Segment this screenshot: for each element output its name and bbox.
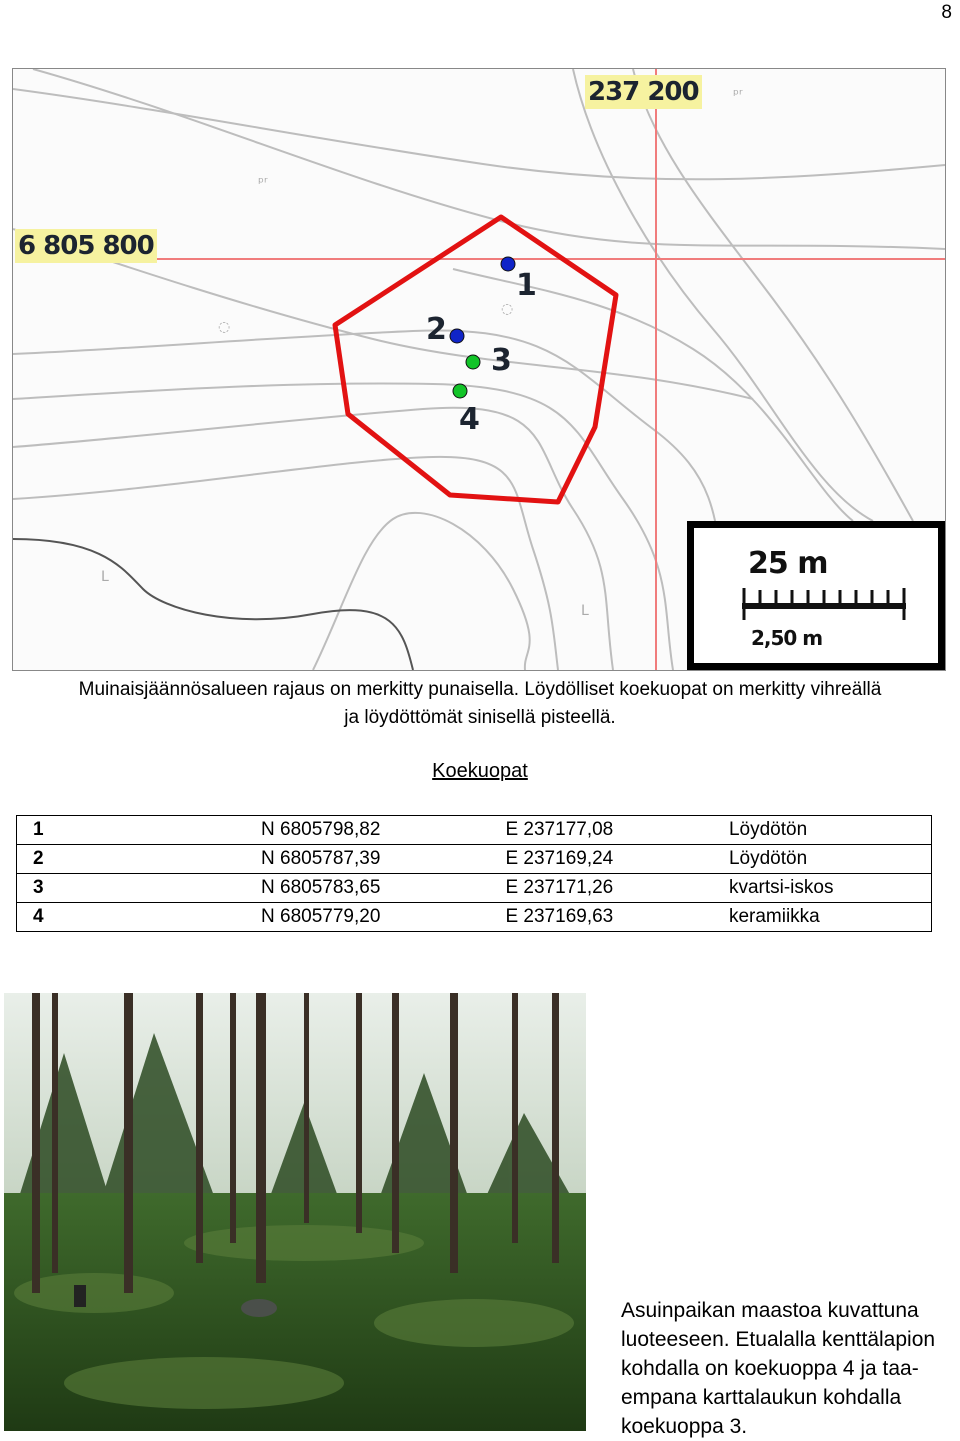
scale-sub-label: 2,50 m bbox=[751, 626, 823, 650]
svg-text:L: L bbox=[581, 603, 589, 619]
map-caption-line-2: ja löydöttömät sinisellä pisteellä. bbox=[344, 707, 616, 728]
test-pit-table bbox=[16, 815, 932, 932]
marker-label-4: 4 bbox=[459, 402, 480, 437]
photo-caption-line-1: Asuinpaikan maastoa kuvattuna bbox=[621, 1299, 919, 1322]
svg-text:ᵖʳ: ᵖʳ bbox=[258, 175, 268, 191]
pit-easting: E 237169,24 bbox=[489, 845, 712, 874]
pit-number: 2 bbox=[17, 845, 246, 874]
northing-label: 6 805 800 bbox=[15, 229, 157, 263]
photo-caption-line-3: kohdalla on koekuoppa 4 ja taa- bbox=[621, 1357, 919, 1380]
marker-3 bbox=[466, 355, 480, 369]
svg-text:◌: ◌ bbox=[218, 319, 231, 335]
marker-4 bbox=[453, 384, 467, 398]
pit-northing: N 6805787,39 bbox=[245, 845, 489, 874]
scale-ruler bbox=[742, 584, 912, 624]
marker-label-2: 2 bbox=[426, 312, 447, 347]
pit-northing: N 6805783,65 bbox=[245, 874, 489, 903]
svg-text:ᵖʳ: ᵖʳ bbox=[733, 87, 743, 103]
pit-number: 4 bbox=[17, 903, 246, 932]
svg-text:◌: ◌ bbox=[501, 301, 514, 317]
table-row bbox=[17, 845, 932, 874]
map-caption-line-1: Muinaisjäännösalueen rajaus on merkitty punaisella. Löydölliset koekuopat on merkitty vihreällä bbox=[78, 679, 882, 700]
table-row bbox=[17, 816, 932, 845]
marker-label-1: 1 bbox=[516, 268, 537, 303]
photo-caption-line-4: empana karttalaukun kohdalla bbox=[621, 1386, 902, 1409]
page-number: 8 bbox=[941, 2, 952, 23]
forest-photo-drawing bbox=[4, 993, 586, 1431]
pit-northing: N 6805798,82 bbox=[245, 816, 489, 845]
pit-result: Löydötön bbox=[713, 845, 932, 874]
marker-label-3: 3 bbox=[491, 343, 512, 378]
pit-result: kvartsi-iskos bbox=[713, 874, 932, 903]
marker-2 bbox=[450, 329, 464, 343]
easting-label: 237 200 bbox=[585, 75, 702, 109]
photo-caption-line-5: koekuoppa 3. bbox=[621, 1415, 748, 1438]
pit-easting: E 237171,26 bbox=[489, 874, 712, 903]
map-caption bbox=[0, 676, 960, 732]
svg-text:L: L bbox=[101, 569, 109, 585]
pit-result: keramiikka bbox=[713, 903, 932, 932]
table-row bbox=[17, 874, 932, 903]
photo-caption-line-2: luoteeseen. Etualalla kenttälapion bbox=[621, 1328, 936, 1351]
photo-caption bbox=[621, 1296, 960, 1441]
pit-easting: E 237169,63 bbox=[489, 903, 712, 932]
pit-number: 3 bbox=[17, 874, 246, 903]
marker-1 bbox=[501, 257, 515, 271]
pit-number: 1 bbox=[17, 816, 246, 845]
scale-main-label: 25 m bbox=[748, 546, 828, 581]
pit-northing: N 6805779,20 bbox=[245, 903, 489, 932]
pit-result: Löydötön bbox=[713, 816, 932, 845]
forest-photo bbox=[4, 993, 586, 1431]
table-row bbox=[17, 903, 932, 932]
scale-bar bbox=[687, 521, 945, 670]
site-map bbox=[12, 68, 946, 671]
table-title: Koekuopat bbox=[432, 760, 528, 782]
pit-easting: E 237177,08 bbox=[489, 816, 712, 845]
